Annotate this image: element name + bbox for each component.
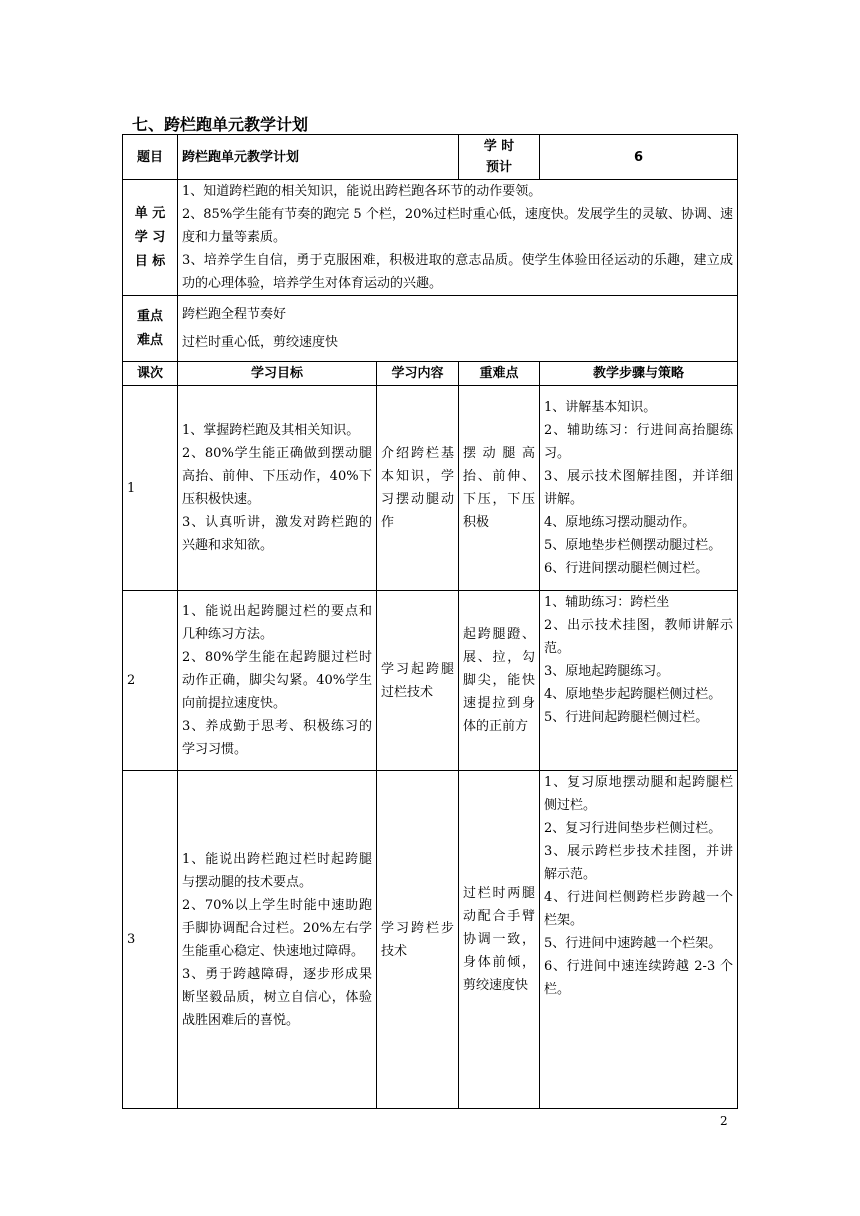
key-point-item: 过栏时重心低，剪绞速度快: [182, 334, 339, 350]
lesson-focus: 摆动腿高抬、前伸、下压，下压积极: [459, 386, 540, 591]
unit-goals-content: [178, 180, 738, 296]
lesson-row: [123, 771, 738, 1109]
column-header-row: [123, 362, 738, 386]
lesson-steps: 1、辅助练习：跨栏坐 2、出示技术挂图，教师讲解示范。 3、原地起跨腿练习。 4、原地垫步起跨腿栏侧过栏。 5、行进间起跨腿栏侧过栏。: [540, 591, 738, 771]
key-points-label: 重点 难点: [123, 296, 178, 362]
page-number: 2: [720, 1114, 728, 1128]
unit-plan-table: [122, 134, 738, 1109]
lesson-focus: 过栏时两腿动配合手臂协调一致，身体前倾，剪绞速度快: [459, 771, 540, 1109]
unit-goal-item: 3、培养学生自信，勇于克服困难，积极进取的意志品质。使学生体验田径运动的乐趣，建立成功的心理体验，培养学生对体育运动的兴趣。: [182, 253, 734, 291]
unit-goal-item: 2、85%学生能有节奏的跑完 5 个栏，20%过栏时重心低，速度快。发展学生的灵敏、协调、速度和力量等素质。: [182, 207, 734, 245]
unit-goals-row: [123, 180, 738, 296]
lesson-focus: 起跨腿蹬、展、拉，勾脚尖，能快速提拉到身体的正前方: [459, 591, 540, 771]
lesson-number: 2: [123, 591, 178, 771]
key-point-item: 跨栏跑全程节奏好: [182, 306, 287, 322]
lesson-steps: 1、讲解基本知识。 2、辅助练习：行进间高抬腿练习。 3、展示技术图解挂图，并详细讲解。 4、原地练习摆动腿动作。 5、原地垫步栏侧摆动腿过栏。 6、行进间摆动腿栏侧过栏。: [540, 386, 738, 591]
topic-label: 题目: [123, 135, 178, 180]
hours-label: 学 时 预计: [459, 135, 540, 180]
lesson-goals: 1、能说出起跨腿过栏的要点和几种练习方法。 2、80%学生能在起跨腿过栏时动作正确，脚尖勾紧。40%学生向前提拉速度快。 3、养成勤于思考、积极练习的学习习惯。: [178, 591, 377, 771]
hours-value: 6: [540, 135, 738, 180]
section-heading: 七、跨栏跑单元教学计划: [132, 115, 309, 134]
lesson-goals: 1、能说出跨栏跑过栏时起跨腿与摆动腿的技术要点。 2、70%以上学生时能中速助跑手脚协调配合过栏。20%左右学生能重心稳定、快速地过障碍。 3、勇于跨越障碍，逐步形成果断坚毅品质，树立自信心，体验战胜困难后的喜悦。: [178, 771, 377, 1109]
lesson-content: 介绍跨栏基本知识，学习摆动腿动作: [377, 386, 459, 591]
lesson-goals: 1、掌握跨栏跑及其相关知识。 2、80%学生能正确做到摆动腿高抬、前伸、下压动作，40%下压积极快速。 3、认真听讲，激发对跨栏跑的兴趣和求知欲。: [178, 386, 377, 591]
col-header-goals: 学习目标: [178, 362, 377, 386]
topic-row: [123, 135, 738, 180]
col-header-lesson: 课次: [123, 362, 178, 386]
topic-value: 跨栏跑单元教学计划: [178, 135, 459, 180]
col-header-content: 学习内容: [377, 362, 459, 386]
lesson-number: 3: [123, 771, 178, 1109]
col-header-steps: 教学步骤与策略: [540, 362, 738, 386]
lesson-content: 学习起跨腿过栏技术: [377, 591, 459, 771]
lesson-content: 学习跨栏步技术: [377, 771, 459, 1109]
unit-goal-item: 1、知道跨栏跑的相关知识，能说出跨栏跑各环节的动作要领。: [182, 184, 542, 199]
lesson-row: [123, 386, 738, 591]
lesson-steps: 1、复习原地摆动腿和起跨腿栏侧过栏。 2、复习行进间垫步栏侧过栏。 3、展示跨栏步技术挂图，并讲解示范。 4、行进间栏侧跨栏步跨越一个栏架。 5、行进间中速跨越一个栏架。 6、行进间中速连续跨越 2-3 个栏。: [540, 771, 738, 1109]
col-header-focus: 重难点: [459, 362, 540, 386]
lesson-number: 1: [123, 386, 178, 591]
unit-goals-label: 单 元 学 习 目 标: [123, 180, 178, 296]
key-points-content: [178, 296, 738, 362]
key-points-row: [123, 296, 738, 362]
lesson-row: [123, 591, 738, 771]
